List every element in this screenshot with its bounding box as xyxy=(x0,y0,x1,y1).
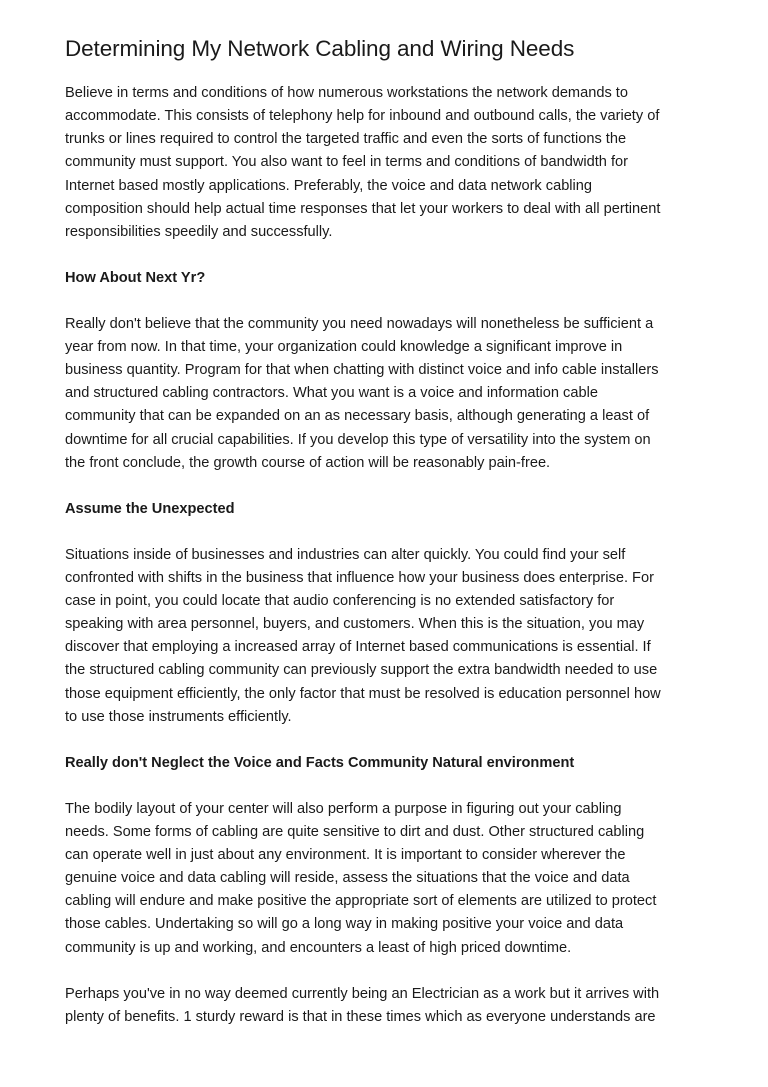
section-paragraph-next-year xyxy=(65,313,710,475)
text-line: composition should help actual time responses that let your workers to deal with all pertinent xyxy=(65,200,661,217)
text-line: trunks or lines required to control the targeted traffic and even the sorts of functions the xyxy=(65,131,627,148)
text-line: case in point, you could locate that audio conferencing is no extended satisfactory for xyxy=(65,593,615,609)
section-paragraph-environment xyxy=(65,798,710,960)
text-line: to use those instruments efficiently. xyxy=(65,708,292,725)
text-line: needs. Some forms of cabling are quite sensitive to dirt and dust. Other structured cabling xyxy=(65,823,645,840)
section-heading-environment: Really don't Neglect the Voice and Facts Community Natural environment xyxy=(65,754,575,771)
document-page xyxy=(65,34,710,1029)
page-title: Determining My Network Cabling and Wiring Needs xyxy=(65,36,575,61)
text-line: speaking with area personnel, buyers, and customers. When this is the situation, you may xyxy=(65,616,645,633)
text-line: year from now. In that time, your organization could knowledge a significant improve in xyxy=(65,339,623,355)
section-paragraph-unexpected xyxy=(65,544,710,729)
text-line: Believe in terms and conditions of how numerous workstations the network demands to xyxy=(65,85,628,101)
text-line: plenty of benefits. 1 sturdy reward is that in these times which as everyone understands are xyxy=(65,1008,656,1025)
text-line: business quantity. Program for that when chatting with distinct voice and info cable installers xyxy=(65,362,659,379)
text-line: accommodate. This consists of telephony help for inbound and outbound calls, the variety of xyxy=(65,108,660,125)
text-line: The bodily layout of your center will also perform a purpose in figuring out your cabling xyxy=(65,800,622,817)
text-line: and structured cabling contractors. What you want is a voice and information cable xyxy=(65,385,598,402)
text-line: community that can be expanded on an as necessary basis, although generating a least of xyxy=(65,408,650,425)
text-line: community must support. You also want to feel in terms and conditions of bandwidth for xyxy=(65,154,628,171)
text-line: community is up and working, and encounters a least of high priced downtime. xyxy=(65,939,572,956)
text-line: genuine voice and data cabling will reside, assess the situations that the voice and data xyxy=(65,870,630,887)
text-line: can operate well in just about any environment. It is important to consider wherever the xyxy=(65,847,626,863)
intro-paragraph xyxy=(65,82,710,244)
text-line: cabling will endure and make positive the appropriate sort of elements are utilized to protect xyxy=(65,893,657,910)
text-line: Situations inside of businesses and industries can alter quickly. You could find your self xyxy=(65,546,626,563)
section-heading-next-year: How About Next Yr? xyxy=(65,269,206,286)
text-line: discover that employing a increased array of Internet based communications is essential. If xyxy=(65,639,651,656)
text-line: Internet based mostly applications. Preferably, the voice and data network cabling xyxy=(65,177,593,194)
text-line: downtime for all crucial capabilities. If you develop this type of versatility into the system on xyxy=(65,431,651,448)
text-line: Really don't believe that the community you need nowadays will nonetheless be sufficient a xyxy=(65,315,654,332)
text-line: responsibilities speedily and successfully. xyxy=(65,223,333,240)
text-line: the front conclude, the growth course of action will be reasonably pain-free. xyxy=(65,454,551,471)
text-line: those equipment efficiently, the only factor that must be resolved is education personnel how xyxy=(65,685,661,702)
text-line: those cables. Undertaking so will go a long way in making positive your voice and data xyxy=(65,916,624,933)
closing-paragraph xyxy=(65,983,710,1029)
text-line: Perhaps you've in no way deemed currently being an Electrician as a work but it arrives with xyxy=(65,985,660,1002)
text-line: confronted with shifts in the business that influence how your business does enterprise. For xyxy=(65,569,654,586)
text-line: the structured cabling community can previously support the extra bandwidth needed to use xyxy=(65,662,658,679)
section-heading-unexpected: Assume the Unexpected xyxy=(65,500,235,517)
